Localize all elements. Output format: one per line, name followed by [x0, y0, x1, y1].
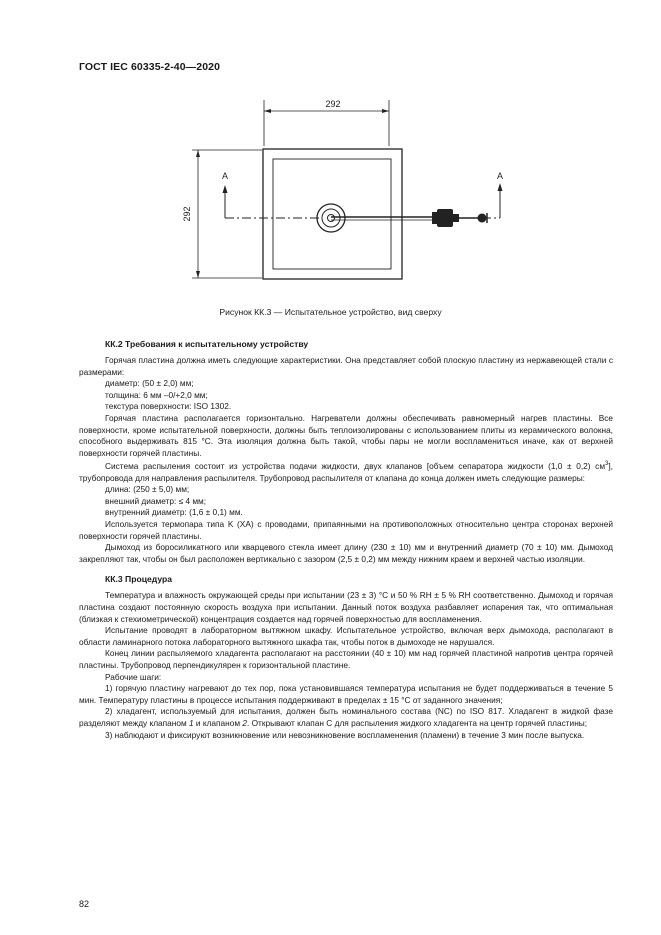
list-item: внутренний диаметр: (1,6 ± 0,1) мм. — [105, 507, 243, 518]
arrow-head — [498, 183, 503, 191]
document-body — [79, 338, 613, 741]
step-item — [79, 706, 613, 729]
height-dimension-label: 292 — [182, 206, 192, 222]
end-fitting — [478, 214, 487, 223]
valve-body — [437, 209, 453, 227]
hot-plate-circle — [322, 209, 340, 227]
inner-housing — [273, 159, 391, 269]
chimney-outer-circle — [317, 204, 345, 232]
text-run: и клапаном — [193, 717, 243, 728]
document-header: ГОСТ IEC 60335-2-40—2020 — [79, 61, 221, 73]
paragraph: Температура и влажность окружающей среды при испытании (23 ± 3) °C и 50 % RH ± 5 % RH соответственно. Дымоход и горячая пластина создают постоянную скорость воздуха при испытании. Данный поток воздуха разбавляет испарения так, что оптимальная (близкая к стехиометрической) концентрация создается над горячей поверхностью для воспламенения. — [79, 590, 613, 624]
text-run: 2) хладагент, используемый для испытания, должен быть номинального состава (NC) по ISO 817. Хладагент в жидкой фазе разделяют между клапаном — [79, 706, 613, 728]
list-item: длина: (250 ± 5,0) мм; — [105, 484, 190, 495]
hot-plate-center — [328, 215, 335, 222]
arrow-head — [223, 185, 228, 193]
step-item: 3) наблюдают и фиксируют возникновение или невозникновение воспламенения (пламени) в течение 3 мин после выпуска. — [105, 729, 585, 740]
text-run: Система распыления состоит из устройства подачи жидкости, двух клапанов [объем сепаратора жидкости (1,0 ± 0,2) см — [105, 461, 606, 472]
paragraph: Конец линии распыляемого хладагента располагают на расстоянии (40 ± 10) мм над горячей пластиной напротив центра горячей пластины. Трубопровод перпендикулярен к горизонтальной пластине. — [79, 648, 613, 671]
valve-number: 2 — [242, 717, 247, 728]
list-item: толщина: 6 мм –0/+2,0 мм; — [105, 389, 208, 400]
test-device-drawing — [0, 0, 661, 300]
valve-fitting — [432, 212, 437, 224]
valve-fitting — [453, 214, 459, 222]
arrow-head — [264, 109, 271, 113]
section-label-right: A — [496, 171, 504, 181]
superscript: 3 — [605, 461, 609, 468]
list-item: диаметр: (50 ± 2,0) мм; — [105, 378, 194, 389]
page-number: 82 — [79, 899, 90, 909]
paragraph: Горячая пластина располагается горизонтально. Нагреватели должны обеспечивать равномерный нагрев пластины. Все поверхности, кроме испытательной поверхности, должны быть теплоизолированы с использованием плиты из керамического волокна, способного выдерживать 815 °C. Эта изоляция должна быть такой, чтобы пары не могли воспламениться иначе, как от верхней поверхности горячей пластины. — [79, 412, 613, 458]
paragraph — [79, 459, 613, 484]
text-run: ], трубопровода для направления распылителя. Трубопровод распылителя от клапана до конца должен иметь следующие размеры: — [79, 461, 613, 483]
list-item: текстура поверхности: ISO 1302. — [105, 401, 232, 412]
figure-caption: Рисунок КК.3 — Испытательное устройство, вид сверху — [219, 307, 442, 317]
arrow-head — [196, 271, 200, 278]
section-heading-kk3: КК.3 Процедура — [105, 574, 173, 585]
outer-housing — [263, 149, 402, 279]
step-item: 1) горячую пластину нагревают до тех пор, пока установившаяся температура испытания не будет поддерживаться в течение 5 мин. Температуру пластины в процессе испытания поддерживают в пределах ± 15 °C от заданного значения; — [79, 683, 613, 705]
paragraph: Горячая пластина должна иметь следующие характеристики. Она представляет собой плоскую пластину из нержавеющей стали с размерами: — [79, 355, 613, 377]
paragraph: Рабочие шаги: — [105, 671, 162, 682]
paragraph: Дымоход из боросиликатного или кварцевого стекла имеет длину (230 ± 10) мм и внутренний диаметр (70 ± 10) мм. Дымоход закрепляют так, чтобы он был расположен вертикально с зазором (2,5 ± 0,2) мм между нижним краем и верхней частью изоляции. — [79, 542, 613, 564]
section-heading-kk2: КК.2 Требования к испытательному устройству — [105, 339, 309, 349]
width-dimension-label: 292 — [325, 99, 341, 109]
list-item: внешний диаметр: ≤ 4 мм; — [105, 495, 207, 506]
text-run: . Открывают клапан C для распыления жидкого хладагента на центр горячей пластины; — [246, 717, 588, 728]
arrow-head — [382, 109, 389, 113]
paragraph: Испытание проводят в лабораторном вытяжном шкафу. Испытательное устройство, включая верх дымохода, располагают в области ламинарного потока лабораторного вытяжного шкафа так, чтобы поток в дымоходе не нарушался. — [79, 625, 613, 647]
section-label-left: A — [221, 171, 229, 181]
valve-number: 1 — [188, 717, 194, 728]
arrow-head — [196, 150, 200, 157]
paragraph: Используется термопара типа K (XA) с проводами, припаянными на противоположных относительно центра сторонах верхней поверхности горячей пластины. — [79, 519, 613, 541]
